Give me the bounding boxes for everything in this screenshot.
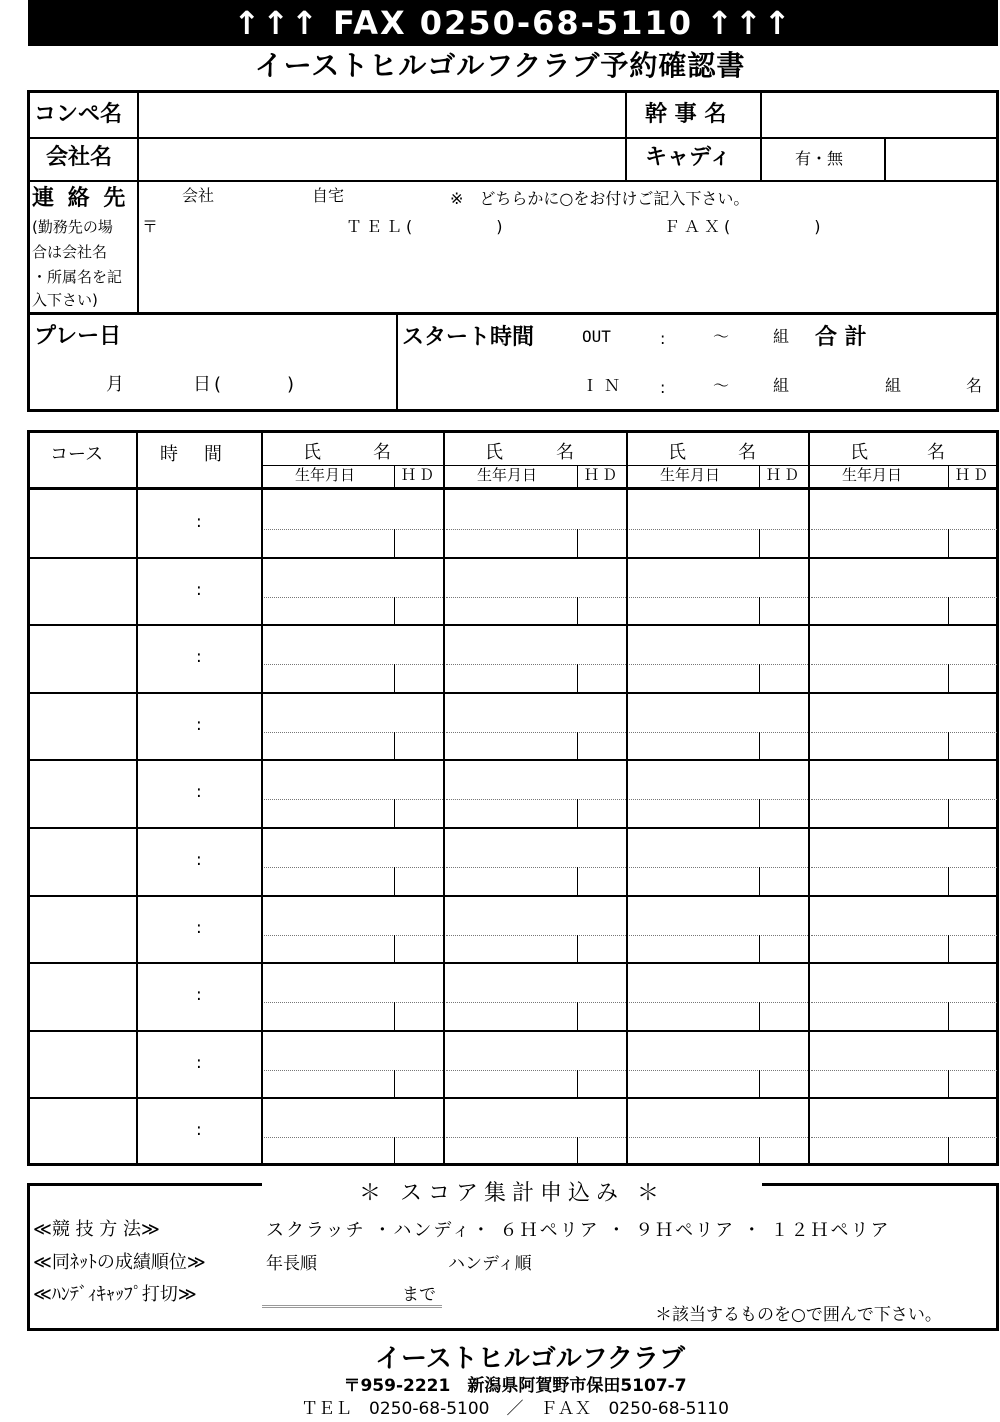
handicap-field[interactable] xyxy=(950,1004,994,1028)
company-name-label: 会社名 xyxy=(46,145,113,170)
player-name-field[interactable] xyxy=(630,491,806,527)
birthdate-field[interactable] xyxy=(265,869,393,893)
birthdate-field[interactable] xyxy=(812,1004,947,1028)
birthdate-field[interactable] xyxy=(265,666,393,690)
player-name-field[interactable] xyxy=(812,829,995,865)
contact-label: 連 絡 先 xyxy=(32,186,129,211)
player-name-field[interactable] xyxy=(630,559,806,595)
birth-header: 生年月日 xyxy=(660,466,721,484)
handicap-field[interactable] xyxy=(761,801,805,825)
total-label: 合 計 xyxy=(815,325,867,350)
player-name-field[interactable] xyxy=(630,964,806,1000)
birthdate-field[interactable] xyxy=(447,734,576,757)
handicap-field[interactable] xyxy=(396,801,440,825)
player-name-field[interactable] xyxy=(265,897,441,933)
in-group-label: 組 xyxy=(773,376,790,395)
course-cell[interactable] xyxy=(30,829,134,893)
birthdate-field[interactable] xyxy=(447,1004,576,1028)
time-colon[interactable]: : xyxy=(196,1053,202,1073)
birthdate-field[interactable] xyxy=(630,801,758,825)
course-cell[interactable] xyxy=(30,761,134,825)
birthdate-field[interactable] xyxy=(812,1139,947,1163)
rank-option-age[interactable]: 年長順 xyxy=(266,1254,317,1274)
tel-label[interactable]: ＴＥＬ( ) xyxy=(346,217,507,236)
handicap-field[interactable] xyxy=(579,1072,623,1095)
organizer-field[interactable] xyxy=(763,92,995,136)
footer-club-name: イーストヒルゴルフクラブ xyxy=(375,1344,685,1374)
contact-note-4: 入下さい) xyxy=(32,291,98,309)
handicap-field[interactable] xyxy=(396,531,440,555)
player-name-field[interactable] xyxy=(630,1099,806,1135)
player-name-field[interactable] xyxy=(447,626,624,662)
page-title: イーストヒルゴルフクラブ予約確認書 xyxy=(254,49,746,82)
course-cell[interactable] xyxy=(30,491,134,555)
birthdate-field[interactable] xyxy=(630,1072,758,1095)
contact-instruction: ※ どちらかに○をお付けご記入下さい。 xyxy=(450,189,750,208)
player-name-field[interactable] xyxy=(265,761,441,797)
birthdate-field[interactable] xyxy=(812,531,947,555)
player-name-field[interactable] xyxy=(447,1032,624,1068)
birthdate-field[interactable] xyxy=(630,1139,758,1163)
birthdate-field[interactable] xyxy=(812,666,947,690)
name-header-left: 氏 xyxy=(485,442,503,463)
caddie-options[interactable]: 有・無 xyxy=(795,149,844,168)
birthdate-field[interactable] xyxy=(265,801,393,825)
player-name-field[interactable] xyxy=(812,491,995,527)
in-tilde: ～ xyxy=(713,376,730,395)
handicap-field[interactable] xyxy=(396,1139,440,1163)
birthdate-field[interactable] xyxy=(447,937,576,960)
player-name-field[interactable] xyxy=(630,829,806,865)
course-cell[interactable] xyxy=(30,897,134,960)
name-header-right: 名 xyxy=(373,442,391,463)
handicap-field[interactable] xyxy=(579,599,623,622)
handicap-field[interactable] xyxy=(950,1139,994,1163)
birthdate-field[interactable] xyxy=(812,937,947,960)
total-people-label: 名 xyxy=(966,376,983,395)
player-name-field[interactable] xyxy=(630,626,806,662)
course-cell[interactable] xyxy=(30,626,134,690)
time-header: 時 間 xyxy=(160,444,226,465)
player-name-field[interactable] xyxy=(447,964,624,1000)
birth-header: 生年月日 xyxy=(295,466,356,484)
handicap-field[interactable] xyxy=(396,1004,440,1028)
month-label: 月 xyxy=(106,374,124,395)
birthdate-field[interactable] xyxy=(265,1072,393,1095)
fax-header-bar: ↑↑↑ FAX 0250-68-5110 ↑↑↑ xyxy=(28,0,998,46)
time-colon[interactable]: : xyxy=(196,782,202,802)
competition-name-field[interactable] xyxy=(140,92,624,136)
time-colon[interactable]: : xyxy=(196,985,202,1005)
handicap-field[interactable] xyxy=(761,734,805,757)
birthdate-field[interactable] xyxy=(265,599,393,622)
birthdate-field[interactable] xyxy=(630,531,758,555)
handicap-field[interactable] xyxy=(396,1072,440,1095)
player-name-field[interactable] xyxy=(812,964,995,1000)
handicap-field[interactable] xyxy=(950,734,994,757)
footer-contact: ＴＥＬ 0250-68-5100 ／ ＦＡＸ 0250-68-5110 xyxy=(301,1399,729,1419)
player-name-field[interactable] xyxy=(812,694,995,730)
out-colon: : xyxy=(660,329,666,348)
course-cell[interactable] xyxy=(30,1099,134,1163)
handicap-field[interactable] xyxy=(579,666,623,690)
birthdate-field[interactable] xyxy=(265,1139,393,1163)
method-options[interactable]: スクラッチ ・ハンディ・ ６Ｈペリア ・ ９Ｈペリア ・ １２Ｈペリア xyxy=(266,1220,891,1241)
birthdate-field[interactable] xyxy=(265,531,393,555)
player-name-field[interactable] xyxy=(812,761,995,797)
player-name-field[interactable] xyxy=(447,491,624,527)
handicap-field[interactable] xyxy=(579,869,623,893)
birthdate-field[interactable] xyxy=(447,801,576,825)
company-name-field[interactable] xyxy=(140,139,624,179)
birthdate-field[interactable] xyxy=(630,599,758,622)
birthdate-field[interactable] xyxy=(447,599,576,622)
competition-name-label: コンペ名 xyxy=(34,102,123,127)
organizer-label: 幹 事 名 xyxy=(645,102,727,127)
total-groups-label: 組 xyxy=(885,376,902,395)
day-label: 日( ) xyxy=(193,374,298,395)
contact-note-3: ・所属名を記 xyxy=(32,268,123,286)
play-day-label: プレー日 xyxy=(34,324,122,349)
postal-mark: 〒 xyxy=(142,217,159,236)
fax-label[interactable]: ＦＡＸ( ) xyxy=(664,217,825,236)
birthdate-field[interactable] xyxy=(630,734,758,757)
birthdate-field[interactable] xyxy=(812,734,947,757)
birthdate-field[interactable] xyxy=(447,531,576,555)
player-name-field[interactable] xyxy=(265,694,441,730)
player-name-field[interactable] xyxy=(812,1032,995,1068)
rank-label: ≪同ﾈｯﾄの成績順位≫ xyxy=(33,1252,206,1273)
player-name-field[interactable] xyxy=(447,761,624,797)
player-name-field[interactable] xyxy=(265,964,441,1000)
birthdate-field[interactable] xyxy=(812,869,947,893)
handicap-field[interactable] xyxy=(950,1072,994,1095)
out-tilde: ～ xyxy=(713,327,730,346)
handicap-field[interactable] xyxy=(950,937,994,960)
contact-note-2: 合は会社名 xyxy=(32,243,108,261)
handicap-field[interactable] xyxy=(579,1139,623,1163)
course-cell[interactable] xyxy=(30,964,134,1028)
handicap-field[interactable] xyxy=(950,599,994,622)
player-name-field[interactable] xyxy=(265,559,441,595)
player-name-field[interactable] xyxy=(265,491,441,527)
birthdate-field[interactable] xyxy=(447,666,576,690)
time-colon[interactable]: : xyxy=(196,580,202,600)
birthdate-field[interactable] xyxy=(265,1004,393,1028)
birthdate-field[interactable] xyxy=(812,599,947,622)
handicap-field[interactable] xyxy=(950,531,994,555)
player-name-field[interactable] xyxy=(447,1099,624,1135)
contact-note-1: (勤務先の場 xyxy=(32,218,113,236)
handicap-field[interactable] xyxy=(579,734,623,757)
player-name-field[interactable] xyxy=(630,694,806,730)
time-colon[interactable]: : xyxy=(196,647,202,667)
handicap-field[interactable] xyxy=(761,666,805,690)
time-colon[interactable]: : xyxy=(196,512,202,532)
birth-header: 生年月日 xyxy=(842,466,903,484)
player-name-field[interactable] xyxy=(812,1099,995,1135)
birthdate-field[interactable] xyxy=(447,869,576,893)
time-colon[interactable]: : xyxy=(196,918,202,938)
player-name-field[interactable] xyxy=(447,559,624,595)
name-header-right: 名 xyxy=(738,442,756,463)
birthdate-field[interactable] xyxy=(630,1004,758,1028)
player-name-field[interactable] xyxy=(812,559,995,595)
birthdate-field[interactable] xyxy=(630,666,758,690)
handicap-field[interactable] xyxy=(761,531,805,555)
handicap-field[interactable] xyxy=(579,1004,623,1028)
handicap-field[interactable] xyxy=(950,801,994,825)
player-name-field[interactable] xyxy=(265,829,441,865)
handicap-field[interactable] xyxy=(761,1072,805,1095)
method-label: ≪競 技 方 法≫ xyxy=(33,1219,160,1240)
handicap-field[interactable] xyxy=(950,666,994,690)
player-name-field[interactable] xyxy=(265,626,441,662)
time-colon[interactable]: : xyxy=(196,850,202,870)
handicap-field[interactable] xyxy=(396,869,440,893)
handicap-field[interactable] xyxy=(396,937,440,960)
handicap-field[interactable] xyxy=(950,869,994,893)
name-header-right: 名 xyxy=(927,442,945,463)
handicap-field[interactable] xyxy=(579,801,623,825)
player-name-field[interactable] xyxy=(447,694,624,730)
handicap-field[interactable] xyxy=(579,937,623,960)
player-name-field[interactable] xyxy=(447,897,624,933)
handicap-field[interactable] xyxy=(579,531,623,555)
birthdate-field[interactable] xyxy=(265,734,393,757)
name-header-right: 名 xyxy=(556,442,574,463)
birthdate-field[interactable] xyxy=(812,1072,947,1095)
player-name-field[interactable] xyxy=(265,1099,441,1135)
birthdate-field[interactable] xyxy=(447,1139,576,1163)
player-name-field[interactable] xyxy=(630,1032,806,1068)
contact-company-option[interactable]: 会社 xyxy=(182,186,215,205)
out-group-label: 組 xyxy=(773,327,790,346)
player-name-field[interactable] xyxy=(630,761,806,797)
player-name-field[interactable] xyxy=(812,626,995,662)
handicap-field[interactable] xyxy=(761,1004,805,1028)
hd-header: ＨＤ xyxy=(955,466,992,484)
in-colon: : xyxy=(660,378,666,397)
birth-header: 生年月日 xyxy=(477,466,538,484)
birthdate-field[interactable] xyxy=(630,937,758,960)
birthdate-field[interactable] xyxy=(447,1072,576,1095)
hd-header: ＨＤ xyxy=(401,466,438,484)
birthdate-field[interactable] xyxy=(265,937,393,960)
name-header-left: 氏 xyxy=(303,442,321,463)
caddie-label: キャディ xyxy=(645,145,732,170)
handicap-field[interactable] xyxy=(396,734,440,757)
footer-address: 〒959-2221 新潟県阿賀野市保田5107-7 xyxy=(343,1376,687,1396)
handicap-field[interactable] xyxy=(761,869,805,893)
in-label: ＩＮ xyxy=(582,376,627,395)
player-name-field[interactable] xyxy=(630,897,806,933)
handicap-field[interactable] xyxy=(761,599,805,622)
score-heading: ＊ スコア集計申込み ＊ xyxy=(359,1181,665,1206)
time-colon[interactable]: : xyxy=(196,1120,202,1140)
course-cell[interactable] xyxy=(30,1032,134,1095)
start-time-label: スタート時間 xyxy=(402,325,535,350)
score-note: ＊該当するものを○で囲んで下さい。 xyxy=(655,1305,942,1325)
course-cell[interactable] xyxy=(30,694,134,757)
handicap-until: まで xyxy=(402,1285,436,1305)
course-cell[interactable] xyxy=(30,559,134,622)
out-label: OUT xyxy=(582,327,611,346)
player-name-field[interactable] xyxy=(265,1032,441,1068)
handicap-field[interactable] xyxy=(761,937,805,960)
handicap-cutoff-label: ≪ﾊﾝﾃﾞｨｷｬｯﾌﾟ打切≫ xyxy=(33,1284,197,1305)
name-header-left: 氏 xyxy=(668,442,686,463)
handicap-field[interactable] xyxy=(396,599,440,622)
handicap-field[interactable] xyxy=(761,1139,805,1163)
contact-home-option[interactable]: 自宅 xyxy=(312,186,345,205)
course-header: コース xyxy=(50,444,104,465)
name-header-left: 氏 xyxy=(850,442,868,463)
rank-option-handicap[interactable]: ハンディ順 xyxy=(448,1254,532,1274)
birthdate-field[interactable] xyxy=(630,869,758,893)
handicap-field[interactable] xyxy=(396,666,440,690)
hd-header: ＨＤ xyxy=(766,466,803,484)
birthdate-field[interactable] xyxy=(812,801,947,825)
player-name-field[interactable] xyxy=(812,897,995,933)
time-colon[interactable]: : xyxy=(196,715,202,735)
player-name-field[interactable] xyxy=(447,829,624,865)
hd-header: ＨＤ xyxy=(584,466,621,484)
